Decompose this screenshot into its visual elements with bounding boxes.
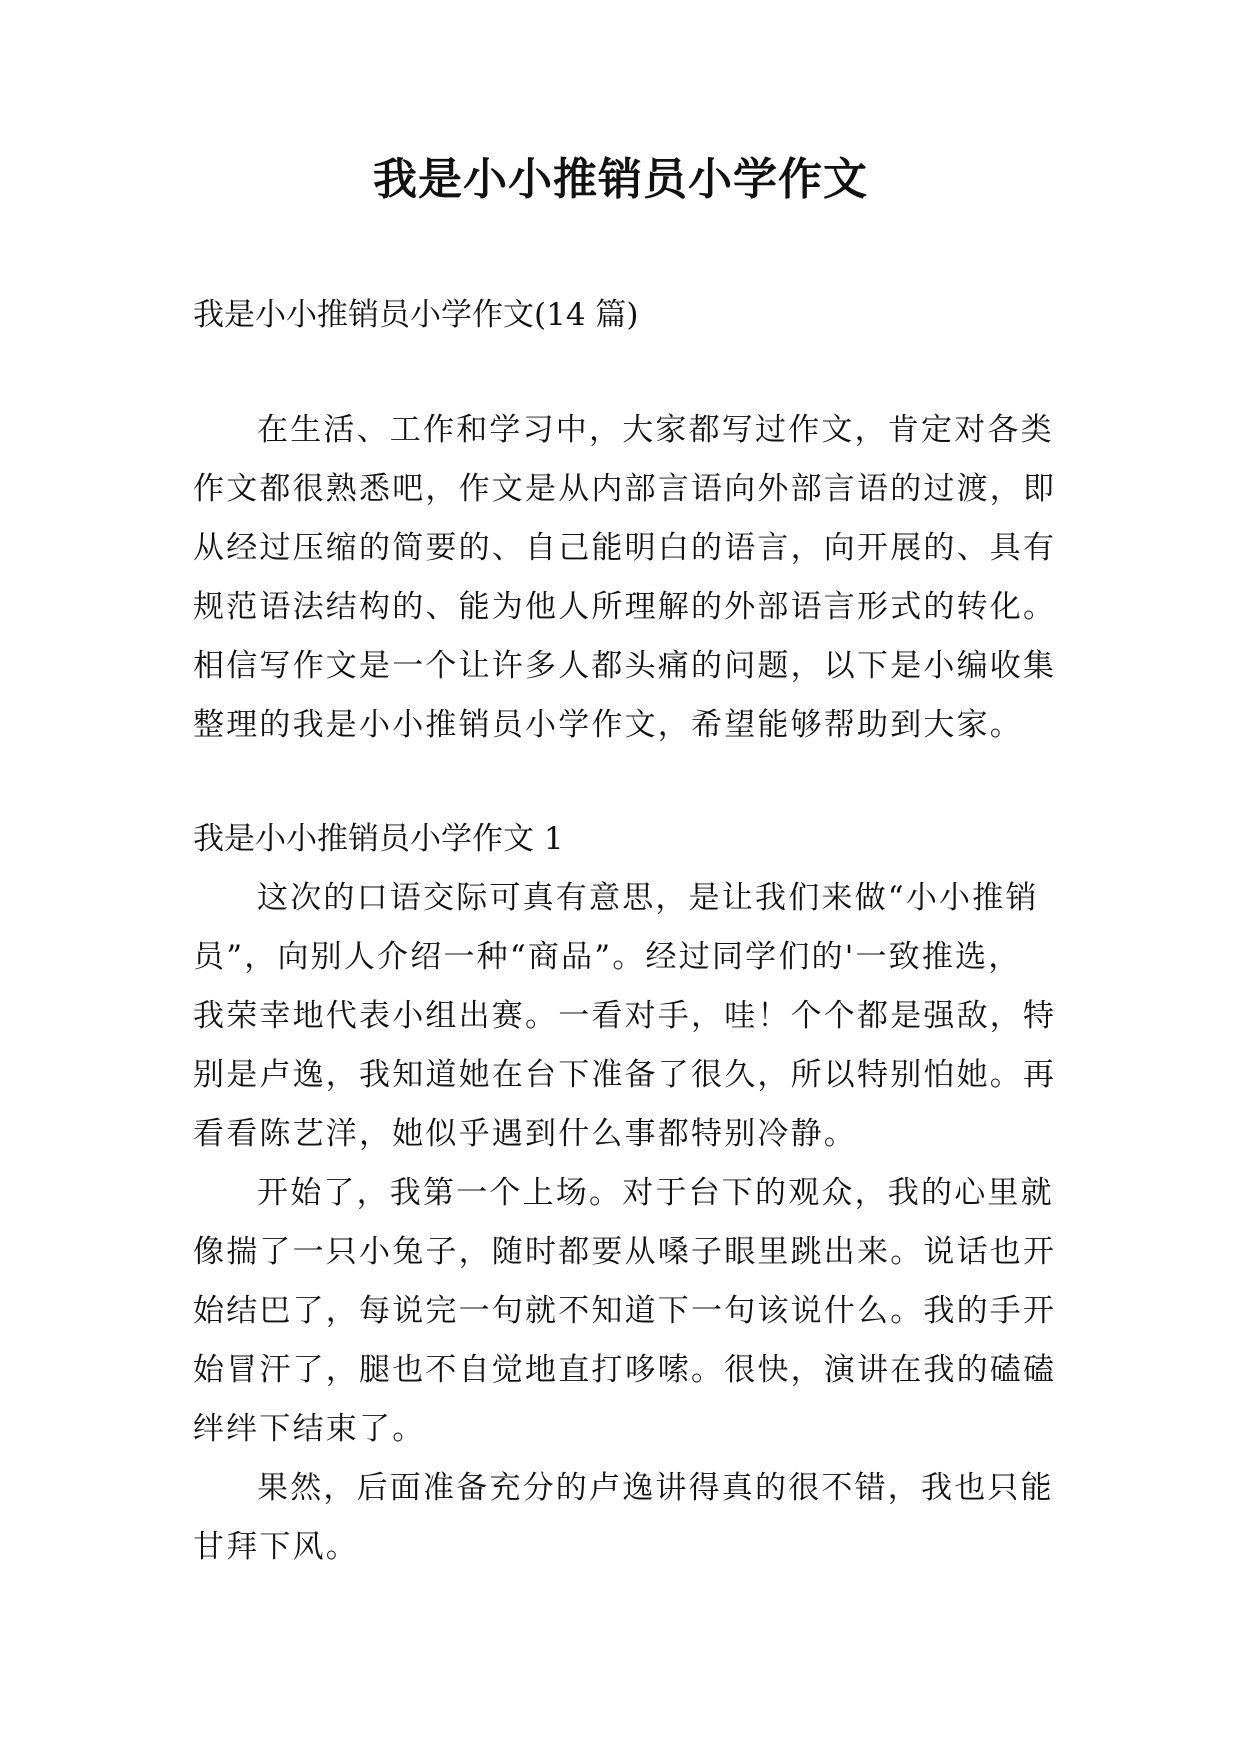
paragraph-3-line: 果然，后面准备充分的卢逸讲得真的很不错，我也只能 <box>257 1470 1054 1506</box>
essay-section-1 <box>193 817 1073 1584</box>
intro-line: 相信写作文是一个让许多人都头痛的问题，以下是小编收集 <box>193 648 1057 684</box>
paragraph-1-line: 员”，向别人介绍一种“商品”。经过同学们的'一致推选， <box>193 939 1022 975</box>
paragraph-2-line: 始结巴了，每说完一句就不知道下一句该说什么。我的手开 <box>193 1293 1057 1329</box>
paragraph-3-line: 甘拜下风。 <box>193 1529 359 1565</box>
paragraph-1-line: 别是卢逸，我知道她在台下准备了很久，所以特别怕她。再 <box>193 1057 1057 1093</box>
intro-line: 整理的我是小小推销员小学作文，希望能够帮助到大家。 <box>193 707 1023 743</box>
intro-line: 在生活、工作和学习中，大家都写过作文，肯定对各类 <box>257 412 1054 448</box>
paragraph-2-line: 开始了，我第一个上场。对于台下的观众，我的心里就 <box>257 1175 1054 1211</box>
intro-line: 规范语法结构的、能为他人所理解的外部语言形式的转化。 <box>193 589 1057 625</box>
intro-paragraph <box>193 408 1073 762</box>
document-title: 我是小小推销员小学作文 <box>373 154 868 205</box>
paragraph-1-line: 这次的口语交际可真有意思，是让我们来做“小小推销 <box>257 880 1039 916</box>
paragraph-1-line: 我荣幸地代表小组出赛。一看对手，哇！个个都是强敌，特 <box>193 998 1057 1034</box>
section-heading: 我是小小推销员小学作文 1 <box>193 821 564 857</box>
paragraph-2-line: 绊绊下结束了。 <box>193 1411 426 1447</box>
intro-line: 作文都很熟悉吧，作文是从内部言语向外部言语的过渡，即 <box>193 471 1057 507</box>
intro-line: 从经过压缩的简要的、自己能明白的语言，向开展的、具有 <box>193 530 1057 566</box>
paragraph-2-line: 像揣了一只小兔子，随时都要从嗓子眼里跳出来。说话也开 <box>193 1234 1057 1270</box>
paragraph-1-line: 看看陈艺洋，她似乎遇到什么事都特别冷静。 <box>193 1116 857 1152</box>
document-subtitle: 我是小小推销员小学作文(14 篇) <box>193 297 639 333</box>
paragraph-2-line: 始冒汗了，腿也不自觉地直打哆嗦。很快，演讲在我的磕磕 <box>193 1352 1057 1388</box>
